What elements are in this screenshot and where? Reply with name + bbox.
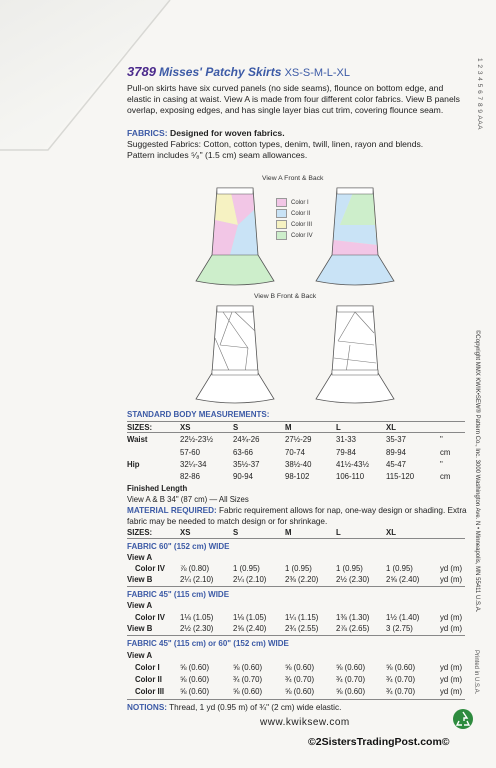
suggested-fabrics: Suggested Fabrics: Cotton, cotton types, denim, twill, linen, rayon and blends.	[127, 139, 424, 149]
material-text: Fabric requirement allows for nap, one-way design or shading. Extra fabric may be needed to match design or for shrinkage.	[127, 506, 467, 526]
legend-item: Color II	[276, 208, 313, 219]
notions-text: Thread, 1 yd (0.95 m) of ¾" (2 cm) wide elastic.	[169, 703, 342, 712]
view-a-label: View A Front & Back	[262, 175, 324, 182]
divider	[127, 635, 465, 636]
fabrics-block	[127, 128, 467, 161]
view-b-back-sketch	[310, 303, 400, 408]
legend-item: Color III	[276, 219, 313, 230]
material-block	[127, 506, 472, 527]
seam-allowance: Pattern includes ⁵⁄₈" (1.5 cm) seam allowances.	[127, 150, 308, 160]
legend-item: Color I	[276, 197, 313, 208]
finished-length-value: View A & B 34" (87 cm) — All Sizes	[127, 495, 249, 504]
legend-item: Color IV	[276, 230, 313, 241]
notions-heading: NOTIONS:	[127, 703, 168, 712]
view-label: View A	[127, 651, 153, 660]
view-b-front-sketch	[190, 303, 280, 408]
pattern-sizes: XS-S-M-L-XL	[284, 67, 350, 79]
watermark: ©2SistersTradingPost.com©	[308, 736, 450, 748]
view-label: View A	[127, 553, 153, 562]
divider	[127, 538, 465, 539]
view-a-front-sketch	[190, 185, 280, 290]
printed-in-usa: Printed in U.S.A.	[473, 650, 479, 695]
pattern-number: 3789	[127, 64, 156, 79]
pattern-name: Misses' Patchy Skirts	[159, 65, 282, 79]
fabric-block-title: FABRIC 60" (152 cm) WIDE	[127, 542, 230, 551]
fabric-block-title: FABRIC 45" (115 cm) or 60" (152 cm) WIDE	[127, 639, 289, 648]
fabrics-designed: Designed for woven fabrics.	[169, 128, 285, 138]
divider	[127, 421, 465, 422]
pattern-envelope-back: 3789 Misses' Patchy Skirts XS-S-M-L-XL Pull-on skirts have six curved panels (no side seams), flounce on bottom edge, and elastic in casing at waist. View A is made from four different color fabrics. View B panels overlap, exposing edges, and has single layer bias cut trim, covering flounce seam. FABRICS: Designed for woven fabrics. Suggested Fabrics: Cotton, cotton types, denim, twill, linen, rayon and blends. Pattern includes ⁵⁄₈" (1.5 cm) seam allowances. View A Front & Back Color I Color II Color III Color IV View B Front & Back STANDARD BODY MEASUREMENTS: SIZES: XS S M L XL Waist 22½-23½ 24¾-26 27½-29 31-33 35-37 " 57-60 63-66 70-74 79-84 89-94 cm Hip 32¼-34 35½-37 38½-40 41½-43½ 45-47 " 82-86 90-94 98-102 106-110 115-120 cm Finished Length View A & B 34" (87 cm) — All Sizes MATERIAL REQUIRED: Fabric requirement allows for nap, one-way design or shading. Extra fabric may be needed to match design or for shrinkage. SIZES: XS S M L XL FABRIC 60" (152 cm) WIDE View A Color IV ⅞ (0.80) 1 (0.95) 1 (0.95) 1 (0.95) 1 (0.95) yd (m) View B 2¼ (2.10) 2¼ (2.10) 2⅜ (2.20) 2½ (2.30) 2⅝ (2.40) yd (m) FABRIC 45" (115 cm) WIDE View A Color IV 1⅛ (1.05) 1⅛ (1.05) 1¼ (1.15) 1⅜ (1.30) 1½ (1.40) yd (m) View B 2½ (2.30) 2⅝ (2.40) 2¾ (2.55) 2⅞ (2.65) 3 (2.75) yd (m) FABRIC 45" (115 cm) or 60" (152 cm) WIDE View A Color I ⅝ (0.60) ⅝ (0.60) ⅝ (0.60) ⅝ (0.60) ⅝ (0.60) yd (m) Color II ⅝ (0.60) ¾ (0.70) ¾ (0.70) ¾ (0.70) ¾ (0.70) yd (m) Color III ⅝ (0.60) ⅝ (0.60) ⅝ (0.60) ⅝ (0.60) ¾ (0.70) yd (m) NOTIONS: Thread, 1 yd (0.95 m) of ¾" (2 cm) wide elastic. 1 2 3 4 5 6 7 8 9 AAA ©Copyright MMX KWIK•SEW® Pattern Co., Inc. 3000 Washington Ave. N • Minneapolis, MN 55411 U.S.A. Printed in U.S.A. www.kwiksew.com ©2SistersTradingPost.com©	[0, 0, 496, 768]
view-label: View A	[127, 601, 153, 610]
finished-length-label: Finished Length	[127, 484, 188, 493]
view-a-back-sketch	[310, 185, 400, 290]
notions	[127, 703, 472, 714]
material-heading: MATERIAL REQUIRED:	[127, 506, 217, 515]
pattern-title	[127, 64, 350, 79]
view-b-label: View B Front & Back	[254, 293, 317, 300]
divider	[127, 699, 465, 700]
fabric-block-title: FABRIC 45" (115 cm) WIDE	[127, 590, 230, 599]
body-measurements-heading: STANDARD BODY MEASUREMENTS:	[127, 410, 270, 419]
color-legend	[276, 197, 313, 241]
side-digits: 1 2 3 4 5 6 7 8 9 AAA	[476, 58, 483, 130]
website[interactable]: www.kwiksew.com	[260, 717, 350, 728]
divider	[127, 586, 465, 587]
recycle-icon	[452, 708, 474, 730]
fabrics-heading: FABRICS:	[127, 128, 168, 138]
divider	[127, 432, 465, 433]
description: Pull-on skirts have six curved panels (no side seams), flounce on bottom edge, and elastic in casing at waist. View A is made from four different color fabrics. View B panels overlap, exposing edges, and has single layer bias cut trim, covering flounce seam.	[127, 83, 460, 115]
copyright-side-text: ©Copyright MMX KWIK•SEW® Pattern Co., Inc. 3000 Washington Ave. N • Minneapolis, MN 55411 U.S.A.	[474, 330, 480, 613]
